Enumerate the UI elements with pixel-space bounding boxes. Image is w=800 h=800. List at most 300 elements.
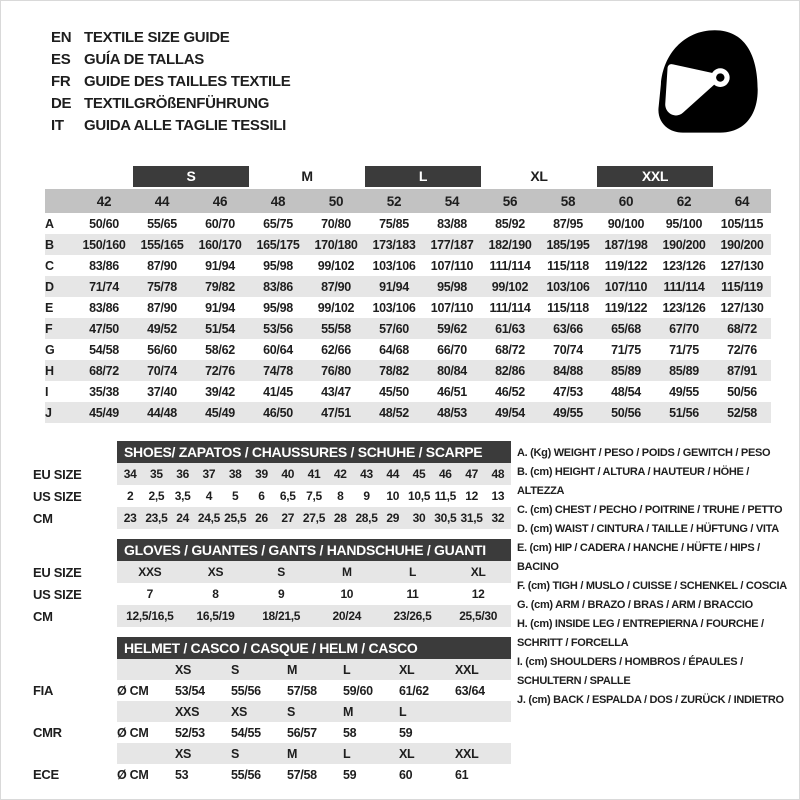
helmet-value <box>117 743 175 764</box>
helmet-standard-label: FIA <box>33 683 54 698</box>
measure-value: 78/82 <box>379 363 409 378</box>
gloves-value: 18/21,5 <box>262 609 301 623</box>
shoes-table-body <box>33 463 511 529</box>
measure-value: 71/75 <box>611 342 641 357</box>
measure-value: 87/91 <box>727 363 757 378</box>
language-code: FR <box>51 72 71 90</box>
shoes-table <box>33 441 511 529</box>
helmet-table <box>33 637 511 785</box>
helmet-value: XS <box>175 746 192 761</box>
letter-row-grid <box>75 166 771 187</box>
measure-value: 51/56 <box>669 405 699 420</box>
shoes-value: 13 <box>491 489 505 503</box>
measure-value: 65/68 <box>611 321 641 336</box>
helmet-value: Ø CM <box>117 683 149 698</box>
measure-letter: B <box>45 237 54 252</box>
language-title-list <box>51 26 290 136</box>
helmet-header-row <box>33 637 511 659</box>
measure-value: 170/180 <box>314 237 358 252</box>
helmet-value: 53 <box>175 767 189 782</box>
helmet-value: XS <box>231 704 248 719</box>
helmet-header-spacer <box>33 637 117 659</box>
measure-value: 103/106 <box>372 258 416 273</box>
helmet-value: 59/60 <box>343 683 373 698</box>
measure-value: 46/50 <box>263 405 293 420</box>
shoes-value: 7,5 <box>306 489 322 503</box>
measure-value: 60/70 <box>205 216 235 231</box>
shoes-value: 32 <box>491 511 505 525</box>
legend-item: D. (cm) WAIST / CINTURA / TAILLE / HÜFTUNG / VITA <box>517 523 779 535</box>
shoes-value: 9 <box>363 489 370 503</box>
legend-item: J. (cm) BACK / ESPALDA / DOS / ZURÜCK / INDIETRO <box>517 694 784 706</box>
size-table-row <box>45 234 771 255</box>
measure-value: 91/94 <box>379 279 409 294</box>
shoes-value: 34 <box>123 467 137 481</box>
shoes-value: 38 <box>228 467 242 481</box>
measure-value: 48/52 <box>379 405 409 420</box>
measure-value: 103/106 <box>372 300 416 315</box>
language-row <box>51 26 290 48</box>
shoes-value: 25,5 <box>224 511 247 525</box>
measure-value: 83/88 <box>437 216 467 231</box>
shoes-row-values <box>117 485 511 507</box>
gloves-row <box>33 605 511 627</box>
shoes-value: 30,5 <box>434 511 457 525</box>
gloves-value: 12,5/16,5 <box>126 609 174 623</box>
measure-value: 103/106 <box>546 279 590 294</box>
gloves-table <box>33 539 511 627</box>
language-row <box>51 48 290 70</box>
measure-value: 49/52 <box>147 321 177 336</box>
size-column-header: 44 <box>154 193 170 209</box>
measure-value: 187/198 <box>604 237 648 252</box>
measure-value: 53/56 <box>263 321 293 336</box>
gloves-row-label: CM <box>33 608 53 624</box>
measure-cells <box>75 318 771 339</box>
shoes-value: 4 <box>205 489 213 503</box>
helmet-table-body <box>33 659 511 785</box>
helmet-value: XXL <box>455 662 479 677</box>
measure-value: 45/49 <box>89 405 119 420</box>
size-column-header: 48 <box>270 193 286 209</box>
language-code: DE <box>51 94 72 112</box>
size-column-header: 64 <box>734 193 750 209</box>
measure-value: 66/70 <box>437 342 467 357</box>
gloves-value: 23/26,5 <box>393 609 432 623</box>
helmet-value: 54/55 <box>231 725 261 740</box>
measure-value: 182/190 <box>488 237 532 252</box>
measure-value: 99/102 <box>317 300 355 315</box>
shoes-value: 41 <box>307 467 321 481</box>
helmet-value: M <box>287 662 298 677</box>
shoes-value: 35 <box>150 467 163 481</box>
shoes-row <box>33 463 511 485</box>
helmet-value: 59 <box>343 767 357 782</box>
measure-cells <box>75 381 771 402</box>
shoes-row-values <box>117 463 511 485</box>
helmet-value: 53/54 <box>175 683 205 698</box>
racing-helmet-icon <box>651 25 761 139</box>
gloves-value: L <box>408 565 416 579</box>
size-letter-row <box>45 166 771 187</box>
shoes-header-spacer <box>33 441 117 463</box>
measure-value: 177/187 <box>430 237 474 252</box>
shoes-row <box>33 507 511 529</box>
gloves-row <box>33 561 511 583</box>
measure-value: 99/102 <box>317 258 355 273</box>
measure-cells <box>75 402 771 423</box>
measure-value: 150/160 <box>82 237 126 252</box>
guide-title: TEXTILGRÖßENFÜHRUNG <box>84 94 270 112</box>
size-table-body <box>45 213 771 423</box>
measure-value: 46/51 <box>437 384 467 399</box>
measure-letter: F <box>45 321 53 336</box>
measure-value: 48/53 <box>437 405 467 420</box>
helmet-row <box>33 764 511 785</box>
helmet-row <box>33 743 511 764</box>
measure-value: 52/58 <box>727 405 757 420</box>
helmet-value: 60 <box>399 767 413 782</box>
measure-value: 185/195 <box>546 237 590 252</box>
shoes-value: 6,5 <box>279 489 296 503</box>
measure-value: 160/170 <box>198 237 242 252</box>
helmet-row-values <box>117 680 511 701</box>
size-table-row <box>45 318 771 339</box>
shoes-value: 48 <box>491 467 505 481</box>
measure-value: 75/78 <box>147 279 177 294</box>
measure-value: 49/55 <box>553 405 583 420</box>
measure-value: 111/114 <box>663 279 705 294</box>
measure-value: 190/200 <box>720 237 764 252</box>
shoes-value: 10 <box>386 489 400 503</box>
size-column-header: 54 <box>444 193 460 209</box>
measure-value: 75/85 <box>379 216 409 231</box>
measure-cells <box>75 234 771 255</box>
guide-title: GUIDA ALLE TAGLIE TESSILI <box>84 116 286 134</box>
measure-value: 58/62 <box>205 342 235 357</box>
size-column-header: 62 <box>676 193 692 209</box>
helmet-value: 58 <box>343 725 357 740</box>
shoes-value: 30 <box>412 511 426 525</box>
shoes-value: 40 <box>281 467 295 481</box>
size-column-header: 52 <box>386 193 402 209</box>
measure-value: 107/110 <box>430 300 474 315</box>
helmet-value: 52/53 <box>175 725 205 740</box>
measure-value: 111/114 <box>489 258 531 273</box>
gloves-value: 11 <box>406 587 419 601</box>
shoes-value: 2 <box>126 489 134 503</box>
gloves-value: S <box>277 565 286 579</box>
size-number-header <box>45 189 771 213</box>
measure-value: 55/65 <box>147 216 177 231</box>
measure-value: 190/200 <box>662 237 706 252</box>
shoes-value: 27 <box>281 511 295 525</box>
measure-value: 39/42 <box>205 384 235 399</box>
header-label-spacer <box>45 189 75 213</box>
measure-value: 95/98 <box>437 279 467 294</box>
measure-value: 54/58 <box>89 342 119 357</box>
guide-title: GUIDE DES TAILLES TEXTILE <box>84 72 291 90</box>
shoes-value: 27,5 <box>302 511 326 525</box>
helmet-value: 63/64 <box>455 683 485 698</box>
shoes-value: 6 <box>258 489 265 503</box>
measure-value: 45/49 <box>205 405 235 420</box>
helmet-value: M <box>287 746 298 761</box>
helmet-value: S <box>231 746 240 761</box>
helmet-standard-label: ECE <box>33 767 59 782</box>
helmet-value: 61 <box>455 767 469 782</box>
measure-cells <box>75 339 771 360</box>
measure-value: 84/88 <box>553 363 583 378</box>
helmet-value: XS <box>175 662 192 677</box>
gloves-value: XXS <box>138 565 162 579</box>
measure-value: 95/98 <box>263 258 293 273</box>
measure-value: 44/48 <box>147 405 177 420</box>
shoes-value: 46 <box>438 467 452 481</box>
measure-value: 127/130 <box>720 300 764 315</box>
measure-value: 43/47 <box>321 384 351 399</box>
gloves-value: 25,5/30 <box>459 609 498 623</box>
legend-item: G. (cm) ARM / BRAZO / BRAS / ARM / BRACCIO <box>517 599 753 611</box>
size-column-header: 42 <box>96 193 112 209</box>
measure-value: 68/72 <box>727 321 757 336</box>
gloves-value: 16,5/19 <box>196 609 235 623</box>
gloves-value: 9 <box>277 587 285 601</box>
helmet-row <box>33 659 511 680</box>
helmet-row <box>33 680 511 701</box>
helmet-value: L <box>343 746 351 761</box>
gloves-table-body <box>33 561 511 627</box>
gloves-header-spacer <box>33 539 117 561</box>
helmet-row-values <box>117 701 511 722</box>
shoes-value: 37 <box>202 467 216 481</box>
helmet-row <box>33 722 511 743</box>
helmet-standard-label <box>33 743 117 764</box>
helmet-value: 57/58 <box>287 767 317 782</box>
legend-item: A. (Kg) WEIGHT / PESO / POIDS / GEWITCH / PESO <box>517 447 771 459</box>
size-column-header: 56 <box>502 193 518 209</box>
shoes-value: 28,5 <box>355 511 378 525</box>
textile-size-table <box>45 166 771 423</box>
size-table-row <box>45 255 771 276</box>
shoes-value: 26 <box>255 511 268 525</box>
measure-value: 55/58 <box>321 321 351 336</box>
language-row <box>51 114 290 136</box>
size-table-row <box>45 297 771 318</box>
helmet-value <box>117 701 175 722</box>
measure-value: 119/122 <box>604 300 648 315</box>
measure-value: 72/76 <box>727 342 757 357</box>
shoes-value: 23,5 <box>145 511 168 525</box>
measure-value: 59/62 <box>437 321 467 336</box>
language-code: EN <box>51 28 72 46</box>
size-column-header: 60 <box>618 193 634 209</box>
size-table-row <box>45 339 771 360</box>
measure-value: 85/92 <box>495 216 525 231</box>
measure-value: 173/183 <box>372 237 416 252</box>
measure-value: 80/84 <box>437 363 467 378</box>
gloves-value: 8 <box>212 587 219 601</box>
gloves-row-values <box>117 583 511 605</box>
size-column-header: 46 <box>212 193 228 209</box>
measure-value: 65/75 <box>263 216 293 231</box>
measure-value: 67/70 <box>669 321 699 336</box>
shoes-value: 31,5 <box>460 511 483 525</box>
measure-value: 85/89 <box>669 363 699 378</box>
shoes-value: 47 <box>465 467 478 481</box>
measure-value: 95/98 <box>263 300 293 315</box>
language-row <box>51 92 290 114</box>
letter-row-spacer <box>45 166 75 187</box>
helmet-value <box>455 701 511 722</box>
measure-value: 107/110 <box>430 258 474 273</box>
measure-value: 71/75 <box>669 342 699 357</box>
measure-value: 115/118 <box>547 300 589 315</box>
size-table-row <box>45 213 771 234</box>
measure-value: 90/100 <box>607 216 645 231</box>
shoes-value: 24 <box>176 511 190 525</box>
measure-value: 62/66 <box>321 342 351 357</box>
measure-value: 87/90 <box>147 258 177 273</box>
size-group-s: S <box>133 166 249 187</box>
measurement-legend <box>517 444 795 710</box>
measure-value: 49/55 <box>669 384 699 399</box>
gloves-value: 7 <box>146 587 154 601</box>
legend-item: C. (cm) CHEST / PECHO / POITRINE / TRUHE / PETTO <box>517 504 783 516</box>
measure-value: 72/76 <box>205 363 235 378</box>
helmet-value <box>117 659 175 680</box>
measure-value: 50/56 <box>611 405 641 420</box>
measure-value: 115/118 <box>547 258 589 273</box>
measure-value: 127/130 <box>720 258 764 273</box>
measure-value: 47/51 <box>321 405 351 420</box>
size-table-row <box>45 360 771 381</box>
shoes-value: 10,5 <box>407 489 431 503</box>
measure-letter: D <box>45 279 54 294</box>
helmet-value: XL <box>399 746 415 761</box>
gloves-row-label: US SIZE <box>33 586 82 602</box>
measure-value: 91/94 <box>205 258 235 273</box>
helmet-value: Ø CM <box>117 725 149 740</box>
helmet-value: M <box>343 704 354 719</box>
measure-letter: C <box>45 258 54 273</box>
measure-value: 83/86 <box>89 300 119 315</box>
helmet-standard-label <box>33 659 117 680</box>
shoes-row-label: EU SIZE <box>33 466 82 482</box>
helmet-standard-label <box>33 701 117 722</box>
shoes-value: 12 <box>465 489 478 503</box>
size-group-l: L <box>365 166 481 187</box>
measure-value: 60/64 <box>263 342 293 357</box>
measure-value: 115/119 <box>721 279 763 294</box>
measure-value: 50/56 <box>727 384 757 399</box>
shoes-row-values <box>117 507 511 529</box>
measure-value: 123/126 <box>662 300 706 315</box>
shoes-value: 29 <box>386 511 400 525</box>
measure-value: 50/60 <box>89 216 119 231</box>
gloves-value: XL <box>470 565 486 579</box>
measure-value: 87/90 <box>147 300 177 315</box>
gloves-header-row <box>33 539 511 561</box>
shoes-header-row <box>33 441 511 463</box>
helmet-value <box>455 722 511 743</box>
gloves-value: 12 <box>471 587 485 601</box>
measure-value: 87/95 <box>553 216 583 231</box>
shoes-value: 43 <box>360 467 373 481</box>
size-column-header: 50 <box>328 193 344 209</box>
measure-value: 79/82 <box>205 279 235 294</box>
language-row <box>51 70 290 92</box>
helmet-value: L <box>343 662 351 677</box>
helmet-value: XL <box>399 662 415 677</box>
measure-value: 47/53 <box>553 384 583 399</box>
measure-letter: G <box>45 342 55 357</box>
shoes-value: 23 <box>123 511 137 525</box>
measure-value: 85/89 <box>611 363 641 378</box>
size-table-row <box>45 402 771 423</box>
shoes-value: 2,5 <box>148 489 165 503</box>
measure-value: 87/90 <box>321 279 351 294</box>
measure-letter: I <box>45 384 49 399</box>
helmet-value: 55/56 <box>231 683 261 698</box>
helmet-row <box>33 701 511 722</box>
size-group-m: M <box>301 168 313 184</box>
legend-item: B. (cm) HEIGHT / ALTURA / HAUTEUR / HÖHE / ALTEZZA <box>517 466 750 497</box>
shoes-value: 11,5 <box>434 489 457 503</box>
shoes-value: 42 <box>333 467 347 481</box>
measure-value: 95/100 <box>665 216 703 231</box>
measure-cells <box>75 360 771 381</box>
gloves-table-title: GLOVES / GUANTES / GANTS / HANDSCHUHE / GUANTI <box>117 539 511 561</box>
helmet-value: S <box>287 704 296 719</box>
measure-value: 105/115 <box>720 216 764 231</box>
helmet-value: L <box>399 704 407 719</box>
shoes-value: 39 <box>255 467 268 481</box>
measure-letter: H <box>45 363 54 378</box>
gloves-row-values <box>117 605 511 627</box>
helmet-row-values <box>117 743 511 764</box>
measure-value: 99/102 <box>491 279 529 294</box>
measure-value: 70/80 <box>321 216 351 231</box>
measure-value: 61/63 <box>495 321 525 336</box>
shoes-row-label: US SIZE <box>33 488 82 504</box>
measure-letter: E <box>45 300 54 315</box>
measure-value: 48/54 <box>611 384 641 399</box>
measure-value: 70/74 <box>147 363 177 378</box>
gloves-row <box>33 583 511 605</box>
measure-letter: A <box>45 216 54 231</box>
gloves-value: XS <box>207 565 224 579</box>
shoes-value: 3,5 <box>174 489 191 503</box>
gloves-value: 10 <box>340 587 354 601</box>
helmet-value: 55/56 <box>231 767 261 782</box>
measure-cells <box>75 276 771 297</box>
measure-value: 83/86 <box>263 279 293 294</box>
measure-value: 45/50 <box>379 384 409 399</box>
gloves-row-label: EU SIZE <box>33 564 82 580</box>
measure-value: 57/60 <box>379 321 409 336</box>
gloves-row-values <box>117 561 511 583</box>
measure-value: 51/54 <box>205 321 235 336</box>
gloves-value: 20/24 <box>332 609 362 623</box>
measure-value: 56/60 <box>147 342 177 357</box>
measure-value: 76/80 <box>321 363 351 378</box>
size-number-cells <box>75 189 771 213</box>
legend-item: F. (cm) TIGH / MUSLO / CUISSE / SCHENKEL / COSCIA <box>517 580 787 592</box>
size-column-header: 58 <box>560 193 576 209</box>
measure-value: 49/54 <box>495 405 525 420</box>
helmet-value: Ø CM <box>117 767 149 782</box>
